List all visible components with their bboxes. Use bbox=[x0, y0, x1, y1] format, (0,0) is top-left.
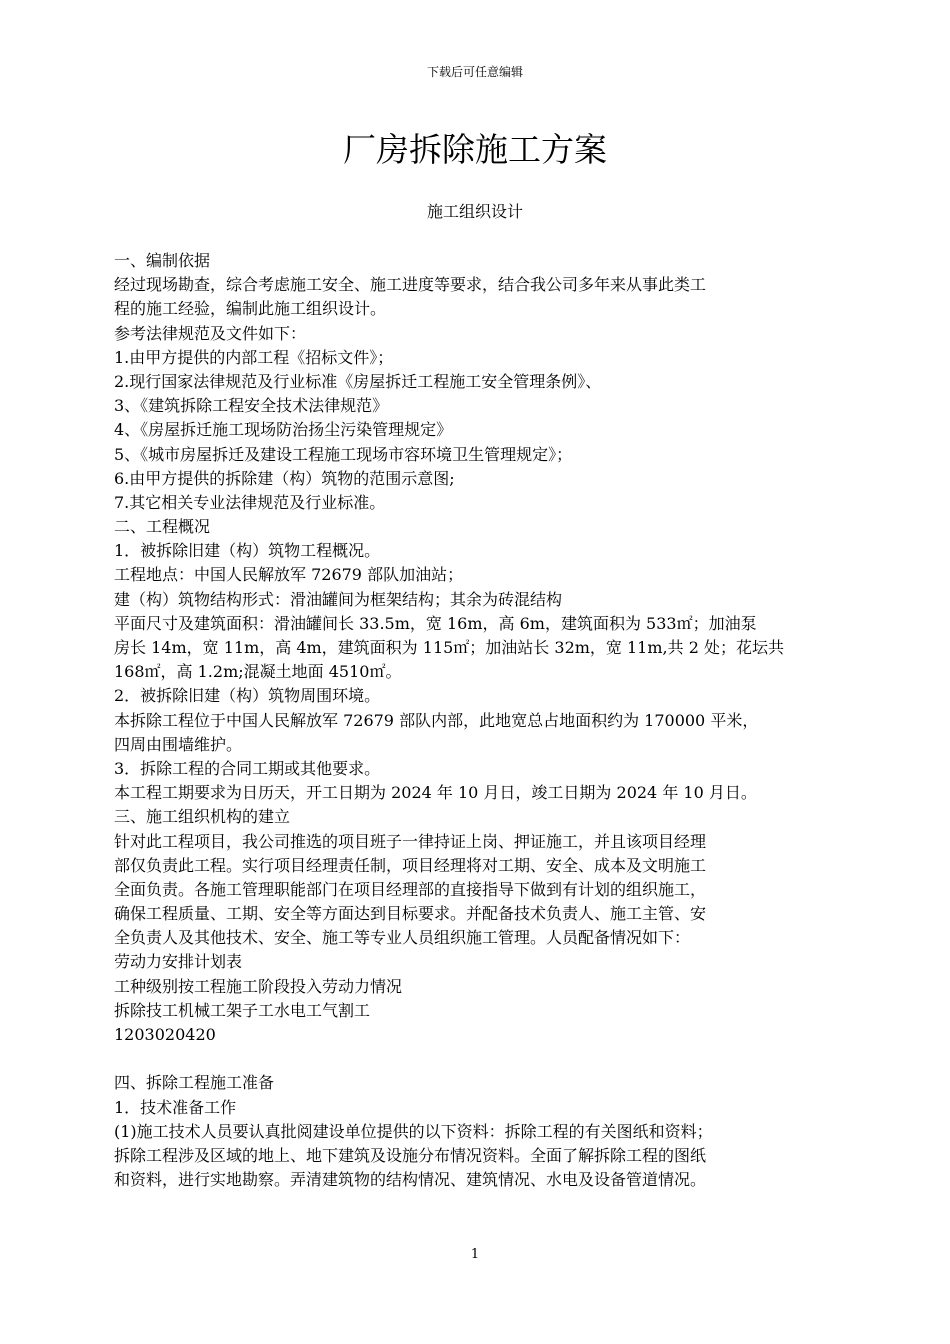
text-line: 全面负责。各施工管理职能部门在项目经理部的直接指导下做到有计划的组织施工， bbox=[114, 879, 707, 899]
text-line: 针对此工程项目，我公司推选的项目班子一律持证上岗、押证施工，并且该项目经理 bbox=[114, 831, 707, 851]
text-line: 1．被拆除旧建（构）筑物工程概况。 bbox=[114, 541, 381, 561]
document-subtitle: 施工组织设计 bbox=[426, 202, 523, 221]
text-line: 程的施工经验，编制此施工组织设计。 bbox=[114, 299, 387, 319]
text-line: 四、拆除工程施工准备 bbox=[114, 1073, 275, 1093]
text-line: 劳动力安排计划表 bbox=[114, 952, 243, 972]
text-line: 本拆除工程位于中国人民解放军 72679 部队内部，此地宽总占地面积约为 170000 平米， bbox=[114, 710, 759, 730]
text-line: 部仅负责此工程。实行项目经理责任制，项目经理将对工期、安全、成本及文明施工 bbox=[114, 855, 707, 875]
text-line: 拆除工程涉及区域的地上、地下建筑及设施分布情况资料。全面了解拆除工程的图纸 bbox=[114, 1145, 707, 1165]
text-line: 7.其它相关专业法律规范及行业标准。 bbox=[114, 492, 386, 512]
text-line: 2．被拆除旧建（构）筑物周围环境。 bbox=[114, 686, 381, 706]
text-line: 全负责人及其他技术、安全、施工等专业人员组织施工管理。人员配备情况如下： bbox=[114, 928, 691, 948]
page-number: 1 bbox=[470, 1247, 480, 1262]
text-line: (1)施工技术人员要认真批阅建设单位提供的以下资料：拆除工程的有关图纸和资料； bbox=[114, 1121, 713, 1141]
text-line: 平面尺寸及建筑面积：滑油罐间长 33.5m，宽 16m，高 6m，建筑面积为 533㎡；加油泵 bbox=[114, 613, 757, 633]
text-line: 三、施工组织机构的建立 bbox=[114, 807, 291, 827]
text-line: 一、编制依据 bbox=[114, 251, 211, 270]
text-line: 工程地点：中国人民解放军 72679 部队加油站； bbox=[114, 565, 464, 585]
text-line: 1203020420 bbox=[114, 1025, 216, 1044]
text-line: 本工程工期要求为日历天，开工日期为 2024 年 10 月日，竣工日期为 2024 年 10 月日。 bbox=[114, 783, 757, 803]
text-line: 和资料，进行实地勘察。弄清建筑物的结构情况、建筑情况、水电及设备管道情况。 bbox=[114, 1170, 707, 1190]
text-line: 168㎡，高 1.2m;混凝土地面 4510㎡。 bbox=[114, 662, 402, 682]
text-line: 四周由围墙维护。 bbox=[114, 734, 243, 754]
document-title: 厂房拆除施工方案 bbox=[343, 130, 607, 169]
text-line: 5、《城市房屋拆迁及建设工程施工现场市容环境卫生管理规定》； bbox=[114, 444, 573, 464]
text-line: 1．技术准备工作 bbox=[114, 1097, 237, 1117]
text-line: 确保工程质量、工期、安全等方面达到目标要求。并配备技术负责人、施工主管、安 bbox=[114, 904, 707, 924]
text-line: 建（构）筑物结构形式：滑油罐间为框架结构；其余为砖混结构 bbox=[114, 589, 563, 609]
blank-line bbox=[114, 1047, 844, 1071]
text-line: 6.由甲方提供的拆除建（构）筑物的范围示意图; bbox=[114, 468, 455, 488]
text-line: 经过现场勘查，综合考虑施工安全、施工进度等要求，结合我公司多年来从事此类工 bbox=[114, 275, 707, 295]
text-line: 1.由甲方提供的内部工程《招标文件》； bbox=[114, 347, 394, 367]
text-line: 拆除技工机械工架子工水电工气割工 bbox=[114, 1000, 371, 1020]
text-line: 工种级别按工程施工阶段投入劳动力情况 bbox=[114, 976, 403, 996]
text-line: 3、《建筑拆除工程安全技术法律规范》 bbox=[114, 396, 389, 416]
text-line: 3．拆除工程的合同工期或其他要求。 bbox=[114, 758, 381, 778]
text-line: 参考法律规范及文件如下： bbox=[114, 323, 307, 343]
text-line: 二、工程概况 bbox=[114, 517, 211, 537]
document-body bbox=[114, 249, 844, 1192]
text-line: 2.现行国家法律规范及行业标准《房屋拆迁工程施工安全管理条例》、 bbox=[114, 371, 602, 391]
text-line: 4、《房屋拆迁施工现场防治扬尘污染管理规定》 bbox=[114, 420, 453, 440]
text-line: 房长 14m，宽 11m，高 4m，建筑面积为 115㎡；加油站长 32m，宽 11m,共 2 处；花坛共 bbox=[114, 638, 784, 657]
header-note: 下载后可任意编辑 bbox=[426, 65, 523, 79]
